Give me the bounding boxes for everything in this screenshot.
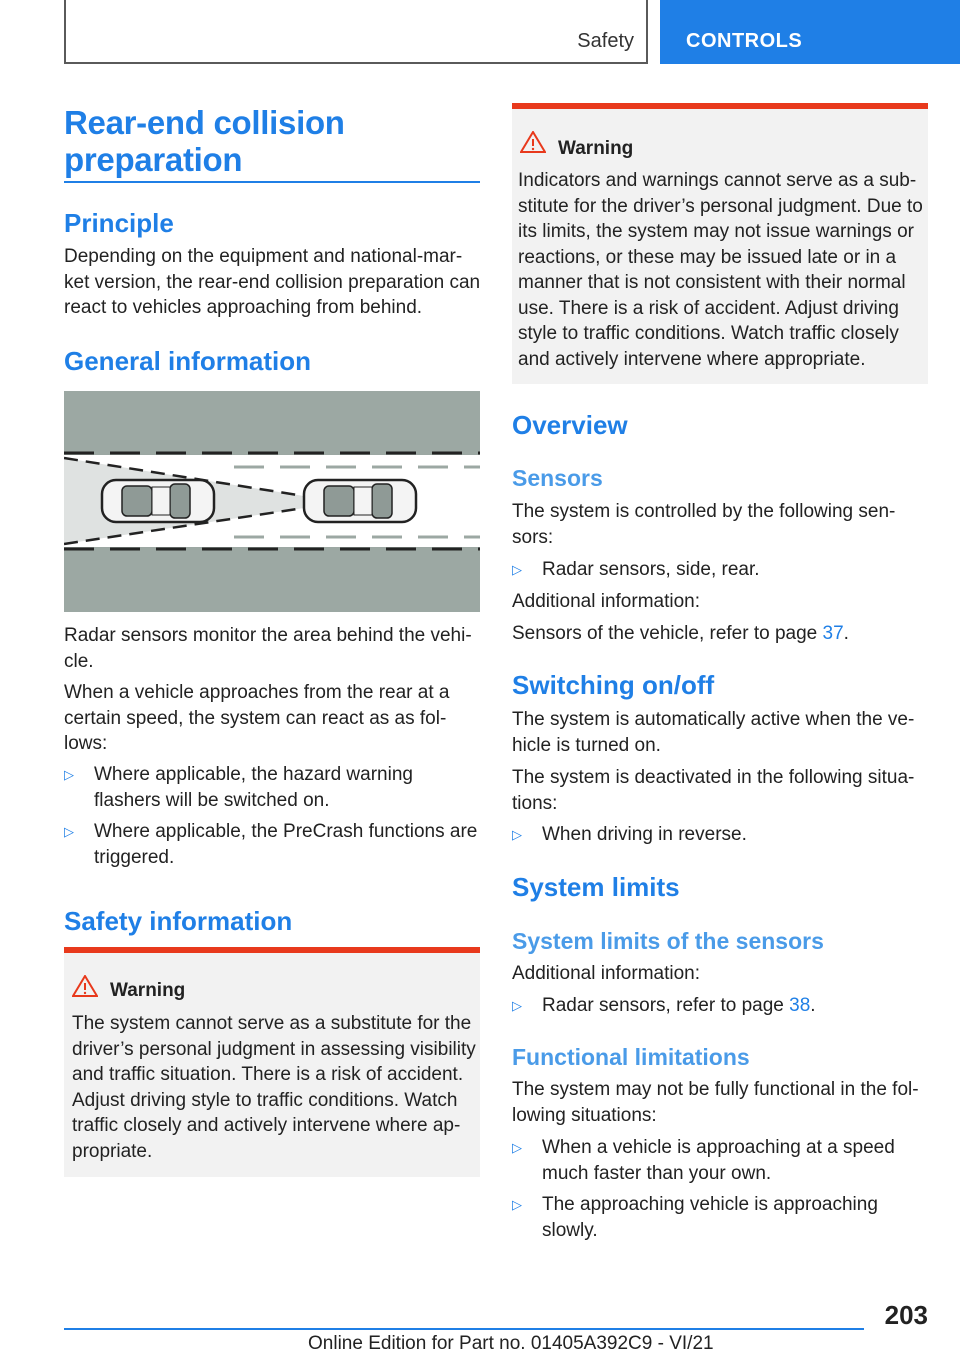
functional-bullet-2	[512, 1192, 928, 1243]
general-bullet-2-text: Where applicable, the PreCrash functions are triggered.	[94, 821, 478, 868]
principle-text: Depending on the equipment and national-mar-ket version, the rear-end collision preparation can react to vehicles approaching from behind.	[64, 246, 481, 318]
page-link-38[interactable]: 38	[789, 995, 811, 1016]
bullet-triangle-icon: ▷	[512, 1140, 522, 1155]
switching-p2: The system is deactivated in the following situa-tions:	[512, 767, 915, 814]
warning-triangle-icon	[520, 131, 546, 153]
overview-ref-end: .	[843, 623, 849, 644]
switching-heading: Switching on/off	[512, 670, 715, 700]
top-warning-title: Warning	[558, 138, 634, 159]
switching-p1: The system is automatically active when the ve-hicle is turned on.	[512, 709, 915, 756]
warning-triangle-icon	[72, 975, 98, 997]
top-warning-text: Indicators and warnings cannot serve as a sub-stitute for the driver’s personal judgment. Due to its limits, the system may not issue warnings or reactions, or these may be issued late or in a manner that is not consistent with their normal use. There is a risk of accident. Adjust driving style to traffic conditions. Watch traffic closely and actively intervene where appropriate.	[518, 170, 923, 370]
own-car-icon	[102, 480, 214, 522]
radar-diagram-svg	[64, 391, 480, 612]
header-section-label: Safety	[577, 30, 634, 52]
bullet-triangle-icon: ▷	[512, 827, 522, 842]
overview-reference	[512, 621, 928, 647]
general-info-heading: General information	[64, 346, 312, 376]
footer-rule	[64, 1328, 864, 1330]
functional-bullet-1	[512, 1135, 928, 1186]
limits-additional: Additional information:	[512, 963, 700, 984]
limits-bullet-text: Radar sensors, refer to page	[542, 995, 790, 1016]
bullet-triangle-icon: ▷	[512, 1197, 522, 1212]
functional-limitations-text: The system may not be fully functional in the fol-lowing situations:	[512, 1079, 919, 1126]
limits-sensors-heading: System limits of the sensors	[512, 928, 824, 954]
overview-ref-text: Sensors of the vehicle, refer to page	[512, 623, 823, 644]
general-info-p2: When a vehicle approaches from the rear at a certain speed, the system can react as as fol-lows:	[64, 682, 450, 754]
page-title	[64, 104, 484, 178]
general-info-p1: Radar sensors monitor the area behind the vehi-cle.	[64, 625, 472, 672]
limits-bullet-end: .	[810, 995, 816, 1016]
footer-edition: Online Edition for Part no. 01405A392C9 - VI/21	[308, 1333, 714, 1354]
general-bullet-1-text: Where applicable, the hazard warning flashers will be switched on.	[94, 764, 413, 811]
switching-bullet	[512, 822, 928, 848]
bullet-triangle-icon: ▷	[512, 998, 522, 1013]
safety-info-heading: Safety information	[64, 906, 293, 936]
functional-limitations-heading: Functional limitations	[512, 1044, 750, 1070]
principle-heading: Principle	[64, 208, 174, 238]
overview-heading: Overview	[512, 410, 628, 440]
header-chapter-label: CONTROLS	[686, 30, 803, 52]
functional-bullet-2-text: The approaching vehicle is approaching slowly.	[542, 1194, 878, 1241]
page-link-37[interactable]: 37	[822, 623, 844, 644]
header-chapter-tab	[660, 0, 960, 64]
approaching-car-icon	[304, 480, 416, 522]
sensors-text: The system is controlled by the following sen-sors:	[512, 501, 896, 548]
bullet-triangle-icon: ▷	[64, 824, 74, 839]
header-section-tab	[64, 0, 648, 64]
warning-box-top	[512, 103, 928, 384]
page-number: 203	[884, 1300, 928, 1330]
limits-bullet	[512, 993, 928, 1019]
overview-additional: Additional information:	[512, 591, 700, 612]
general-bullet-1	[64, 762, 484, 813]
sensors-bullet-text: Radar sensors, side, rear.	[542, 559, 760, 580]
bullet-triangle-icon: ▷	[64, 767, 74, 782]
page-title-line2: preparation	[64, 141, 243, 178]
safety-warning-box	[64, 947, 480, 1177]
functional-bullet-1-text: When a vehicle is approaching at a speed much faster than your own.	[542, 1137, 895, 1184]
title-rule	[64, 181, 480, 183]
sensors-bullet	[512, 557, 928, 583]
general-bullet-2	[64, 819, 484, 870]
safety-warning-title: Warning	[110, 980, 186, 1001]
switching-bullet-text: When driving in reverse.	[542, 824, 747, 845]
system-limits-heading: System limits	[512, 872, 680, 902]
bullet-triangle-icon: ▷	[512, 562, 522, 577]
sensors-heading: Sensors	[512, 465, 603, 491]
page-title-line1: Rear-end collision	[64, 104, 345, 141]
rear-collision-illustration	[64, 391, 480, 612]
safety-warning-text: The system cannot serve as a substitute for the driver’s personal judgment in assessing visibility and traffic situation. There is a risk of accident. Adjust driving style to traffic conditions. Watch traffic closely and actively intervene where ap-propriate.	[72, 1013, 476, 1162]
